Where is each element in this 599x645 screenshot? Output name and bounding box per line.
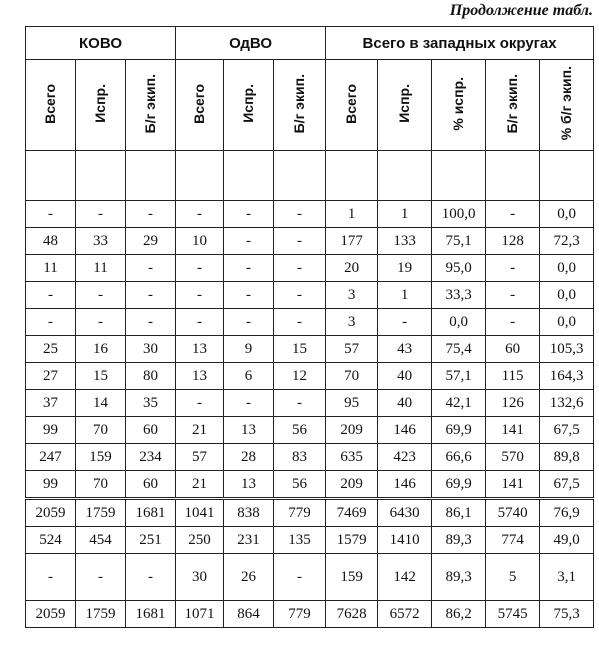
table-cell: 30	[176, 554, 224, 601]
table-cell: 0,0	[540, 255, 594, 282]
table-cell: -	[176, 255, 224, 282]
table-row	[26, 527, 594, 554]
table-cell: 0,0	[432, 309, 486, 336]
group-header-odvo: ОдВО	[176, 27, 326, 60]
table-body	[26, 151, 594, 628]
table-cell: 33	[76, 228, 126, 255]
table-cell: 56	[274, 471, 326, 499]
table-cell: 30	[126, 336, 176, 363]
table-cell: 146	[378, 417, 432, 444]
table-cell: -	[176, 201, 224, 228]
table-row	[26, 417, 594, 444]
table-cell: 135	[274, 527, 326, 554]
table-cell: 6430	[378, 499, 432, 527]
table-cell: 60	[126, 417, 176, 444]
group-header-kovo: КОВО	[26, 27, 176, 60]
table-cell: 86,1	[432, 499, 486, 527]
table-cell: 80	[126, 363, 176, 390]
table-cell: 635	[326, 444, 378, 471]
table-cell: 1759	[76, 601, 126, 628]
table-cell: 1759	[76, 499, 126, 527]
table-cell: 0,0	[540, 201, 594, 228]
table-cell: 20	[326, 255, 378, 282]
table-cell: 75,4	[432, 336, 486, 363]
table-cell: 13	[176, 336, 224, 363]
table-cell: 838	[224, 499, 274, 527]
table-cell: 3	[326, 309, 378, 336]
table-cell: 26	[224, 554, 274, 601]
table-cell: 2059	[26, 601, 76, 628]
table-cell: 1579	[326, 527, 378, 554]
table-cell: 89,8	[540, 444, 594, 471]
table-cell: 1681	[126, 601, 176, 628]
table-cell: 89,3	[432, 554, 486, 601]
table-cell: 570	[486, 444, 540, 471]
table-row	[26, 601, 594, 628]
table-cell: 43	[378, 336, 432, 363]
table-cell: -	[486, 282, 540, 309]
table-cell: 29	[126, 228, 176, 255]
group-header-total-western: Всего в западных округах	[326, 27, 594, 60]
table-cell: 67,5	[540, 471, 594, 499]
table-row	[26, 471, 594, 499]
table-cell: -	[274, 309, 326, 336]
table-cell: 126	[486, 390, 540, 417]
table-row	[26, 201, 594, 228]
table-cell: 95,0	[432, 255, 486, 282]
table-cell: 1	[326, 201, 378, 228]
table-cell: -	[176, 309, 224, 336]
table-cell: -	[486, 255, 540, 282]
table-cell: 132,6	[540, 390, 594, 417]
table-cell: 13	[176, 363, 224, 390]
table-cell: 7469	[326, 499, 378, 527]
col-header: Испр.	[76, 60, 126, 151]
table-cell: 209	[326, 471, 378, 499]
table-cell: 70	[76, 417, 126, 444]
data-table	[25, 26, 594, 628]
table-cell: 105,3	[540, 336, 594, 363]
table-cell: 1681	[126, 499, 176, 527]
table-cell: 83	[274, 444, 326, 471]
table-cell: 60	[486, 336, 540, 363]
table-cell: 524	[26, 527, 76, 554]
table-cell: 12	[274, 363, 326, 390]
table-cell: -	[126, 282, 176, 309]
table-cell: 15	[76, 363, 126, 390]
table-cell: 7628	[326, 601, 378, 628]
table-cell: 779	[274, 499, 326, 527]
table-cell: 133	[378, 228, 432, 255]
table-cell: 11	[26, 255, 76, 282]
table-cell: 6572	[378, 601, 432, 628]
col-header: Б/г экип.	[126, 60, 176, 151]
table-cell: 33,3	[432, 282, 486, 309]
table-cell: -	[26, 554, 76, 601]
table-cell: -	[224, 255, 274, 282]
table-cell: 0,0	[540, 282, 594, 309]
table-cell: -	[224, 228, 274, 255]
table-cell: 86,2	[432, 601, 486, 628]
table-cell: -	[26, 201, 76, 228]
table-cell: -	[126, 309, 176, 336]
blank-row	[26, 151, 594, 201]
table-cell: 57,1	[432, 363, 486, 390]
table-cell: 1	[378, 201, 432, 228]
table-cell: 37	[26, 390, 76, 417]
table-row	[26, 554, 594, 601]
table-cell: 67,5	[540, 417, 594, 444]
table-cell: 159	[326, 554, 378, 601]
table-cell: 48	[26, 228, 76, 255]
table-cell: 99	[26, 417, 76, 444]
table-cell: 164,3	[540, 363, 594, 390]
table-cell: 423	[378, 444, 432, 471]
col-header: Всего	[176, 60, 224, 151]
table-cell: 57	[176, 444, 224, 471]
col-header: % б/г экип.	[540, 60, 594, 151]
table-cell: -	[76, 201, 126, 228]
table-row	[26, 228, 594, 255]
table-cell: 13	[224, 417, 274, 444]
col-header: Б/г экип.	[274, 60, 326, 151]
table-cell: 27	[26, 363, 76, 390]
table-cell: 72,3	[540, 228, 594, 255]
table-cell: 40	[378, 390, 432, 417]
table-cell: 100,0	[432, 201, 486, 228]
table-row	[26, 390, 594, 417]
table-row	[26, 336, 594, 363]
table-cell: 69,9	[432, 417, 486, 444]
table-cell: 60	[126, 471, 176, 499]
table-cell: 1071	[176, 601, 224, 628]
table-cell: 128	[486, 228, 540, 255]
col-header: % испр.	[432, 60, 486, 151]
table-cell: 70	[326, 363, 378, 390]
table-cell: 115	[486, 363, 540, 390]
table-cell: 49,0	[540, 527, 594, 554]
table-cell: 146	[378, 471, 432, 499]
table-cell: -	[224, 309, 274, 336]
table-cell: 177	[326, 228, 378, 255]
table-cell: 1041	[176, 499, 224, 527]
table-cell: 69,9	[432, 471, 486, 499]
table-cell: 6	[224, 363, 274, 390]
table-cell: 28	[224, 444, 274, 471]
table-cell: -	[274, 390, 326, 417]
table-cell: 19	[378, 255, 432, 282]
table-cell: 15	[274, 336, 326, 363]
col-header: Б/г экип.	[486, 60, 540, 151]
table-cell: -	[26, 282, 76, 309]
table-cell: 247	[26, 444, 76, 471]
table-cell: 11	[76, 255, 126, 282]
col-header: Всего	[26, 60, 76, 151]
table-cell: 66,6	[432, 444, 486, 471]
table-cell: -	[378, 309, 432, 336]
table-row	[26, 444, 594, 471]
table-row	[26, 499, 594, 527]
table-cell: 142	[378, 554, 432, 601]
table-cell: 14	[76, 390, 126, 417]
table-cell: 5740	[486, 499, 540, 527]
table-cell: 9	[224, 336, 274, 363]
table-cell: 1	[378, 282, 432, 309]
table-cell: 5	[486, 554, 540, 601]
table-cell: 251	[126, 527, 176, 554]
table-cell: 3,1	[540, 554, 594, 601]
table-cell: 2059	[26, 499, 76, 527]
table-cell: 5745	[486, 601, 540, 628]
table-cell: -	[76, 554, 126, 601]
table-cell: -	[224, 201, 274, 228]
table-cell: 75,3	[540, 601, 594, 628]
table-cell: 141	[486, 417, 540, 444]
table-cell: 454	[76, 527, 126, 554]
table-cell: 75,1	[432, 228, 486, 255]
col-header: Испр.	[224, 60, 274, 151]
col-header: Всего	[326, 60, 378, 151]
table-cell: -	[76, 282, 126, 309]
table-cell: -	[176, 282, 224, 309]
table-cell: -	[26, 309, 76, 336]
table-cell: -	[274, 228, 326, 255]
table-cell: 10	[176, 228, 224, 255]
table-cell: -	[126, 201, 176, 228]
table-cell: -	[274, 282, 326, 309]
col-header: Испр.	[378, 60, 432, 151]
table-cell: -	[486, 201, 540, 228]
table-cell: 21	[176, 417, 224, 444]
table-cell: 16	[76, 336, 126, 363]
table-cell: 95	[326, 390, 378, 417]
table-cell: 159	[76, 444, 126, 471]
table-cell: 42,1	[432, 390, 486, 417]
table-cell: 70	[76, 471, 126, 499]
table-cell: -	[176, 390, 224, 417]
table-cell: -	[486, 309, 540, 336]
table-cell: 76,9	[540, 499, 594, 527]
table-cell: -	[274, 255, 326, 282]
table-cell: 25	[26, 336, 76, 363]
table-cell: 141	[486, 471, 540, 499]
table-cell: 40	[378, 363, 432, 390]
table-row	[26, 282, 594, 309]
table-cell: 99	[26, 471, 76, 499]
table-cell: 3	[326, 282, 378, 309]
table-cell: 234	[126, 444, 176, 471]
table-cell: 231	[224, 527, 274, 554]
table-cell: 1410	[378, 527, 432, 554]
table-continuation-caption: Продолжение табл.	[449, 2, 593, 19]
table-row	[26, 363, 594, 390]
table-cell: 13	[224, 471, 274, 499]
table-cell: 56	[274, 417, 326, 444]
table-cell: -	[224, 282, 274, 309]
table-cell: 89,3	[432, 527, 486, 554]
table-cell: -	[126, 554, 176, 601]
table-cell: -	[274, 201, 326, 228]
table-row	[26, 255, 594, 282]
table-cell: 0,0	[540, 309, 594, 336]
table-cell: 779	[274, 601, 326, 628]
table-cell: 864	[224, 601, 274, 628]
table-cell: -	[76, 309, 126, 336]
table-cell: -	[126, 255, 176, 282]
table-cell: -	[274, 554, 326, 601]
table-cell: 21	[176, 471, 224, 499]
table-cell: 774	[486, 527, 540, 554]
table-cell: 209	[326, 417, 378, 444]
table-cell: 57	[326, 336, 378, 363]
table-cell: -	[224, 390, 274, 417]
table-row	[26, 309, 594, 336]
table-cell: 35	[126, 390, 176, 417]
table-cell: 250	[176, 527, 224, 554]
